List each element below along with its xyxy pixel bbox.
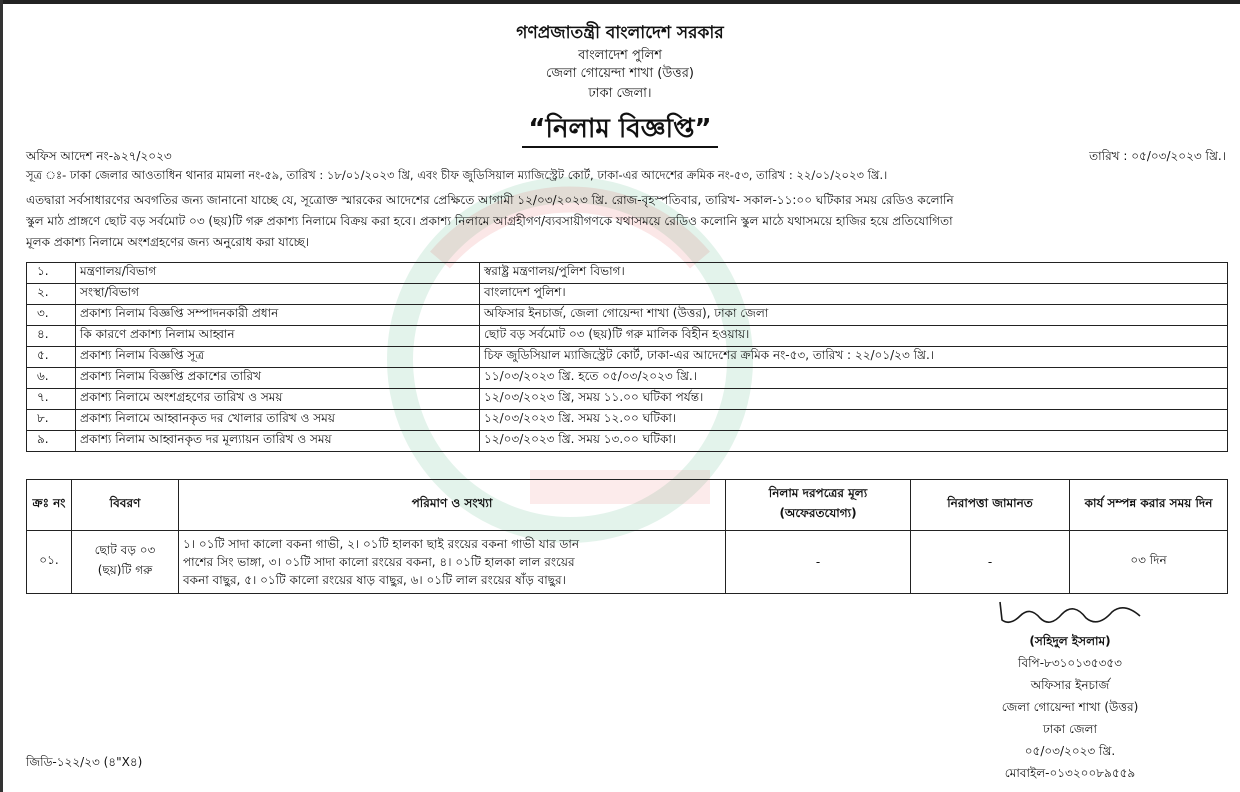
- cell-price: -: [726, 531, 911, 594]
- info-row-number: ৪.: [27, 326, 76, 347]
- branch-name: জেলা গোয়েন্দা শাখা (উত্তর): [546, 66, 694, 81]
- officer-name: (সহিদুল ইসলাম): [1029, 634, 1111, 648]
- info-row: [27, 305, 1228, 326]
- signature-date: ০৫/০৩/২০২৩ খ্রি.: [1024, 744, 1116, 758]
- info-row: [27, 368, 1228, 389]
- header-description: বিবরণ: [72, 480, 179, 531]
- top-border: [0, 0, 1240, 4]
- info-row-value: ১২/০৩/২০২৩ খ্রি. সময় ১২.০০ ঘটিকা।: [480, 410, 1228, 431]
- info-row-value: অফিসার ইনচার্জ, জেলা গোয়েন্দা শাখা (উত্তর), ঢাকা জেলা: [480, 305, 1228, 326]
- source-reference: সূত্র ঃ- ঢাকা জেলার আওতাধিন থানার মামলা নং-৫৯, তারিখ : ১৮/০১/২০২৩ খ্রি, এবং চীফ জুডিসিয়াল ম্যাজিস্ট্রেট কোর্ট, ঢাকা-এর আদেশের ক্রমিক নং-৫৩, তারিখ : ২২/০১/২০২৩ খ্রি.।: [26, 168, 888, 182]
- info-row-label: প্রকাশ্য নিলাম বিজ্ঞপ্তি সম্পাদনকারী প্রধান: [76, 305, 480, 326]
- info-row-number: ৯.: [27, 431, 76, 452]
- cell-days: ০৩ দিন: [1070, 531, 1228, 594]
- info-row: [27, 431, 1228, 452]
- cell-description: ছোট বড় ০৩ (ছয়)টি গরু: [72, 531, 179, 594]
- info-row-label: প্রকাশ্য নিলাম বিজ্ঞপ্তি প্রকাশের তারিখ: [76, 368, 480, 389]
- info-row-value: ১১/০৩/২০২৩ খ্রি. হতে ০৫/০৩/২০২৩ খ্রি.।: [480, 368, 1228, 389]
- info-row-label: প্রকাশ্য নিলামে অংশগ্রহণের তারিখ ও সময়: [76, 389, 480, 410]
- info-row-label: প্রকাশ্য নিলামে আহ্বানকৃত দর খোলার তারিখ ও সময়: [76, 410, 480, 431]
- info-row-value: বাংলাদেশ পুলিশ।: [480, 284, 1228, 305]
- items-table: [26, 479, 1228, 594]
- info-row-value: চিফ জুডিসিয়াল ম্যাজিস্ট্রেট কোর্ট, ঢাকা-এর আদেশের ক্রমিক নং-৫৩, তারিখ : ২২/০১/২৩ খ্রি.।: [480, 347, 1228, 368]
- info-row-number: ২.: [27, 284, 76, 305]
- government-name: গণপ্রজাতন্ত্রী বাংলাদেশ সরকার: [516, 23, 724, 43]
- handwritten-signature: [965, 598, 1175, 630]
- officer-branch: জেলা গোয়েন্দা শাখা (উত্তর): [1001, 700, 1139, 714]
- info-table: [26, 262, 1228, 452]
- header-quantity: পরিমাণ ও সংখ্যা: [179, 480, 726, 531]
- notice-title-wrap: [0, 108, 1240, 152]
- info-row-value: স্বরাষ্ট্র মন্ত্রণালয়/পুলিশ বিভাগ।: [480, 263, 1228, 284]
- info-row: [27, 263, 1228, 284]
- department-name: বাংলাদেশ পুলিশ: [578, 48, 662, 63]
- gd-code: জিডি-১২২/২৩ (৪"X৪): [26, 755, 143, 769]
- items-header-row: [27, 480, 1228, 531]
- quantity-line: ১। ০১টি সাদা কালো বকনা গাভী, ২। ০১টি হালকা ছাই রংয়ের বকনা গাভী যার ডান: [183, 537, 580, 551]
- officer-designation: অফিসার ইনচার্জ: [1030, 678, 1110, 692]
- body-line: এতদ্বারা সর্বসাধারণের অবগতির জন্য জানানো যাচ্ছে যে, সূত্রোক্ত স্মারকের আদেশের প্রেক্ষিতে আগামী ১২/০৩/২০২৩ খ্রি. রোজ-বৃহস্পতিবার, তারিখ- সকাল-১১:০০ ঘটিকার সময় রেডিও কলোনি: [26, 193, 954, 207]
- notice-title: “নিলাম বিজ্ঞপ্তি”: [522, 114, 717, 148]
- info-row-number: ৭.: [27, 389, 76, 410]
- officer-id: বিপি-৮৩১০১৩৫৩৫৩: [1018, 656, 1122, 670]
- info-row-number: ৩.: [27, 305, 76, 326]
- info-row-label: কি কারণে প্রকাশ্য নিলাম আহ্বান: [76, 326, 480, 347]
- info-row-value: ১২/০৩/২০২৩ খ্রি, সময় ১১.০০ ঘটিকা পর্যন্ত।: [480, 389, 1228, 410]
- office-order-number: অফিস আদেশ নং-৯২৭/২০২৩: [26, 149, 172, 163]
- officer-district: ঢাকা জেলা: [1043, 722, 1097, 736]
- cell-quantity: [179, 531, 726, 594]
- info-row-number: ৫.: [27, 347, 76, 368]
- table-row: [27, 531, 1228, 594]
- info-row-number: ৮.: [27, 410, 76, 431]
- info-row: [27, 347, 1228, 368]
- info-row: [27, 389, 1228, 410]
- signature-block: [965, 598, 1175, 784]
- header-serial: ক্রঃ নং: [27, 480, 72, 531]
- info-row-label: মন্ত্রণালয়/বিভাগ: [76, 263, 480, 284]
- info-row: [27, 410, 1228, 431]
- body-line: মূলক প্রকাশ্য নিলামে অংশগ্রহণের জন্য অনুরোধ করা যাচ্ছে।: [26, 235, 310, 249]
- quantity-line: বকনা বাছুর, ৫। ০১টি কালো রংয়ের ষাড় বাছুর, ৬। ০১টি লাল রংয়ের ষাঁড় বাছুর।: [183, 573, 566, 587]
- info-row: [27, 284, 1228, 305]
- body-line: স্কুল মাঠ প্রাঙ্গণে ছোট বড় সর্বমোট ০৩ (ছয়)টি গরু প্রকাশ্য নিলামে বিক্রয় করা হবে। প্রকাশ্য নিলামে আগ্রহীগণ/ব্যবসায়ীগণকে যথাসময়ে রেডিও কলোনি স্কুল মাঠে যথাসময়ে হাজির হয়ে প্রতিযোগিতা: [26, 214, 953, 228]
- info-row-number: ৬.: [27, 368, 76, 389]
- district-name: ঢাকা জেলা।: [588, 86, 652, 101]
- header-security: নিরাপত্তা জামানত: [911, 480, 1070, 531]
- info-row: [27, 326, 1228, 347]
- cell-security: -: [911, 531, 1070, 594]
- info-row-label: প্রকাশ্য নিলাম বিজ্ঞপ্তি সূত্র: [76, 347, 480, 368]
- info-row-number: ১.: [27, 263, 76, 284]
- info-row-label: সংস্থা/বিভাগ: [76, 284, 480, 305]
- info-row-value: ছোট বড় সর্বমোট ০৩ (ছয়)টি গরু মালিক বিহীন হওয়ায়।: [480, 326, 1228, 347]
- officer-mobile: মোবাইল-০১৩২০০৮৯৫৫৯: [1004, 766, 1136, 780]
- order-date: তারিখ : ০৫/০৩/২০২৩ খ্রি.।: [1089, 149, 1226, 163]
- header-price: নিলাম দরপত্রের মূল্য (অফেরতযোগ্য): [726, 480, 911, 531]
- notice-body: [26, 190, 1226, 253]
- info-row-value: ১২/০৩/২০২৩ খ্রি. সময় ১৩.০০ ঘটিকা।: [480, 431, 1228, 452]
- signature-scribble: [990, 598, 1150, 630]
- header-days: কার্য সম্পন্ন করার সময় দিন: [1070, 480, 1228, 531]
- info-row-label: প্রকাশ্য নিলাম আহ্বানকৃত দর মূল্যায়ন তারিখ ও সময়: [76, 431, 480, 452]
- quantity-line: পাশের সিং ভাঙ্গা, ৩। ০১টি সাদা কালো রংয়ের বকনা, ৪। ০১টি হালকা লাল রংয়ের: [183, 555, 575, 569]
- cell-serial: ০১.: [27, 531, 72, 594]
